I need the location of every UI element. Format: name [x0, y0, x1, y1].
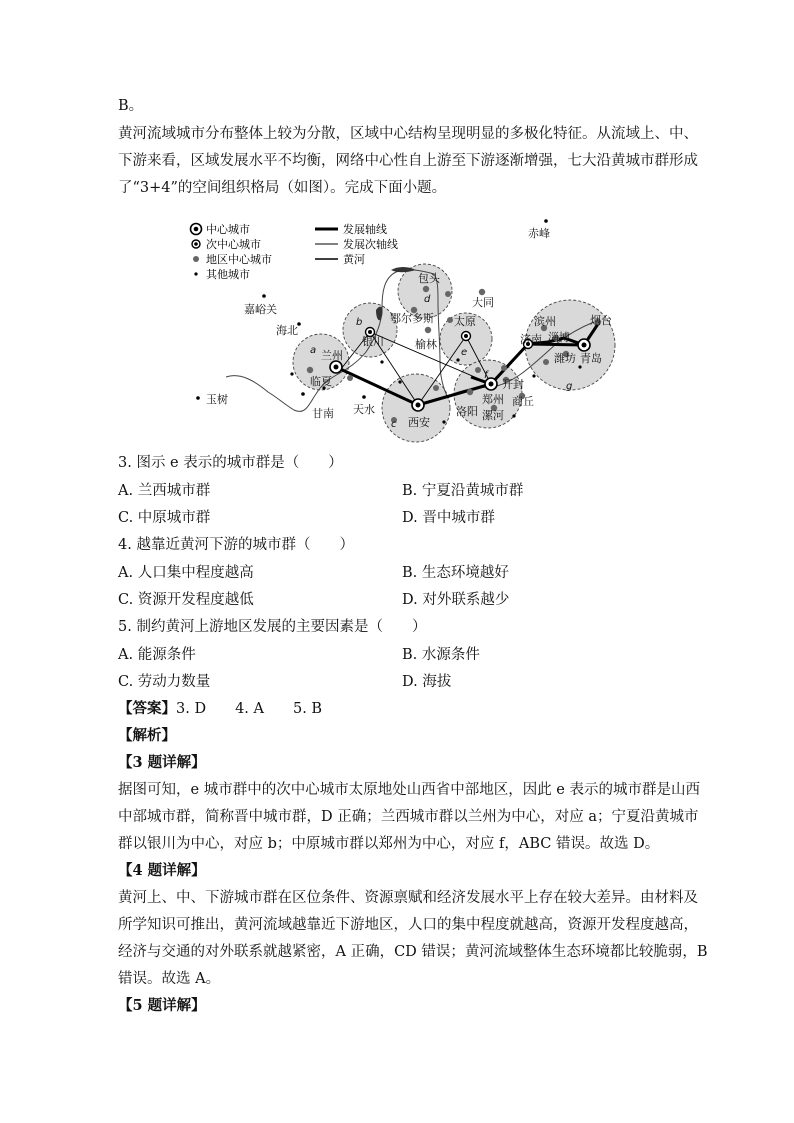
legend-main-axis: 发展轴线 [343, 223, 387, 236]
label-yushu: 玉树 [206, 393, 228, 406]
label-baotou: 包头 [418, 272, 440, 285]
legend-other-city: 其他城市 [206, 268, 250, 281]
cluster-label-d: d [424, 294, 431, 305]
detail3-line-1: 据图可知，e 城市群中的次中心城市太原地处山西省中部地区，因此 e 表示的城市群是山西 [118, 782, 700, 798]
label-yulin: 榆林 [415, 338, 437, 351]
detail4-line-3: 经济与交通的对外联系就越紧密，A 正确，CD 错误；黄河流域整体生态环境都比较脆弱，B [118, 944, 708, 960]
answer-tail: B。 [118, 98, 144, 114]
city-tianshui [362, 395, 366, 399]
q3-option-d[interactable]: D. 晋中城市群 [402, 510, 495, 526]
legend-secondary-axis: 发展次轴线 [343, 238, 398, 251]
q3-stem: 3. 图示 e 表示的城市群是（ ） [118, 455, 343, 471]
label-binzhou: 滨州 [534, 315, 556, 328]
detail4-line-1: 黄河上、中、下游城市群在区位条件、资源禀赋和经济发展水平上存在较大差异。由材料及 [118, 890, 698, 906]
city-datong [479, 289, 485, 295]
label-yantai: 烟台 [590, 314, 612, 327]
label-zhengzhou: 郑州 [482, 393, 504, 406]
answer-text: 3. D 4. A 5. B [176, 701, 323, 717]
city-yulin [425, 327, 431, 333]
analysis-label: 【解析】 [118, 727, 176, 744]
label-luohe: 漯河 [482, 409, 504, 422]
q4-stem: 4. 越靠近黄河下游的城市群（ ） [118, 537, 354, 553]
q4-option-d[interactable]: D. 对外联系越少 [402, 592, 510, 608]
label-lanzhou: 兰州 [321, 349, 343, 362]
label-linxia: 临夏 [310, 375, 332, 388]
q5-option-d[interactable]: D. 海拔 [402, 674, 452, 690]
q4-option-a[interactable]: A. 人口集中程度越高 [118, 565, 254, 581]
legend-center-city: 中心城市 [206, 223, 250, 236]
city-luoyang [467, 389, 473, 395]
yellow-river-city-cluster-map [186, 212, 626, 448]
legend-other-city-icon [194, 272, 197, 275]
cluster-label-c: c [391, 419, 397, 430]
detail4-line-4: 错误。故选 A。 [118, 971, 221, 987]
cluster-label-e: e [461, 347, 468, 358]
label-jinan: 济南 [520, 333, 542, 346]
q3-option-b[interactable]: B. 宁夏沿黄城市群 [402, 483, 524, 499]
city-baotou [423, 286, 429, 292]
q5-option-a[interactable]: A. 能源条件 [118, 647, 196, 663]
label-kaifeng: 开封 [502, 378, 524, 391]
intro-line-1: 黄河流域城市分布整体上较为分散，区域中心结构呈现明显的多极化特征。从流域上、中、 [118, 126, 698, 142]
label-tianshui: 天水 [353, 403, 375, 416]
map-legend [191, 222, 399, 281]
label-datong: 大同 [472, 296, 494, 309]
detail3-line-3: 群以银川为中心，对应 b；中原城市群以郑州为中心，对应 f，ABC 错误。故选 D。 [118, 836, 660, 852]
answer-line [118, 699, 322, 719]
city-linxia [307, 367, 313, 373]
legend-regional-center-city: 地区中心城市 [206, 253, 272, 266]
city-yushu [196, 396, 200, 400]
answer-label: 【答案】 [118, 700, 176, 717]
cluster-label-b: b [356, 317, 363, 328]
cluster-label-a: a [310, 345, 317, 356]
label-chifeng: 赤峰 [528, 227, 550, 240]
label-eerduosi: 鄂尔多斯 [390, 312, 434, 325]
detail4-line-2: 所学知识可推出，黄河流域越靠近下游地区，人口的集中程度就越高，资源开发程度越高， [118, 917, 698, 933]
cluster-label-f: f [484, 370, 488, 381]
q3-option-c[interactable]: C. 中原城市群 [118, 510, 211, 526]
city-gannan [301, 392, 305, 396]
legend-regional-center-city-icon [193, 256, 199, 262]
q5-option-b[interactable]: B. 水源条件 [402, 647, 480, 663]
intro-line-2: 下游来看，区域发展水平不均衡，网络中心性自上游至下游逐渐增强，七大沿黄城市群形成 [118, 153, 698, 169]
label-xian: 西安 [408, 416, 430, 429]
detail3-line-2: 中部城市群，简称晋中城市群，D 正确；兰西城市群以兰州为中心，对应 a；宁夏沿黄城市 [118, 809, 699, 825]
detail5-label: 【5 题详解】 [118, 997, 206, 1014]
label-weifang: 潍坊 [554, 352, 576, 365]
city-jiayuguan [262, 294, 266, 298]
label-luoyang: 洛阳 [456, 405, 478, 418]
label-jiayuguan: 嘉峪关 [244, 303, 277, 316]
detail4-label: 【4 题详解】 [118, 862, 206, 879]
q5-stem: 5. 制约黄河上游地区发展的主要因素是（ ） [118, 619, 427, 635]
label-shangqiu: 商丘 [512, 395, 534, 408]
detail3-label: 【3 题详解】 [118, 754, 206, 771]
label-gannan: 甘南 [312, 407, 334, 420]
q4-option-b[interactable]: B. 生态环境越好 [402, 565, 509, 581]
cluster-label-g: g [566, 381, 573, 392]
label-haibei: 海北 [276, 324, 298, 337]
intro-line-3: 了“3+4”的空间组织格局（如图）。完成下面小题。 [118, 180, 447, 196]
label-taiyuan: 太原 [454, 315, 476, 328]
q5-option-c[interactable]: C. 劳动力数量 [118, 674, 211, 690]
label-yinchuan: 银川 [362, 335, 384, 348]
legend-sub-center-city: 次中心城市 [206, 238, 261, 251]
legend-river: 黄河 [343, 253, 365, 266]
q4-option-c[interactable]: C. 资源开发程度越低 [118, 592, 254, 608]
city-chifeng [544, 219, 548, 223]
q3-option-a[interactable]: A. 兰西城市群 [118, 483, 211, 499]
label-zibo: 淄博 [548, 331, 570, 344]
label-qingdao: 青岛 [580, 352, 602, 365]
